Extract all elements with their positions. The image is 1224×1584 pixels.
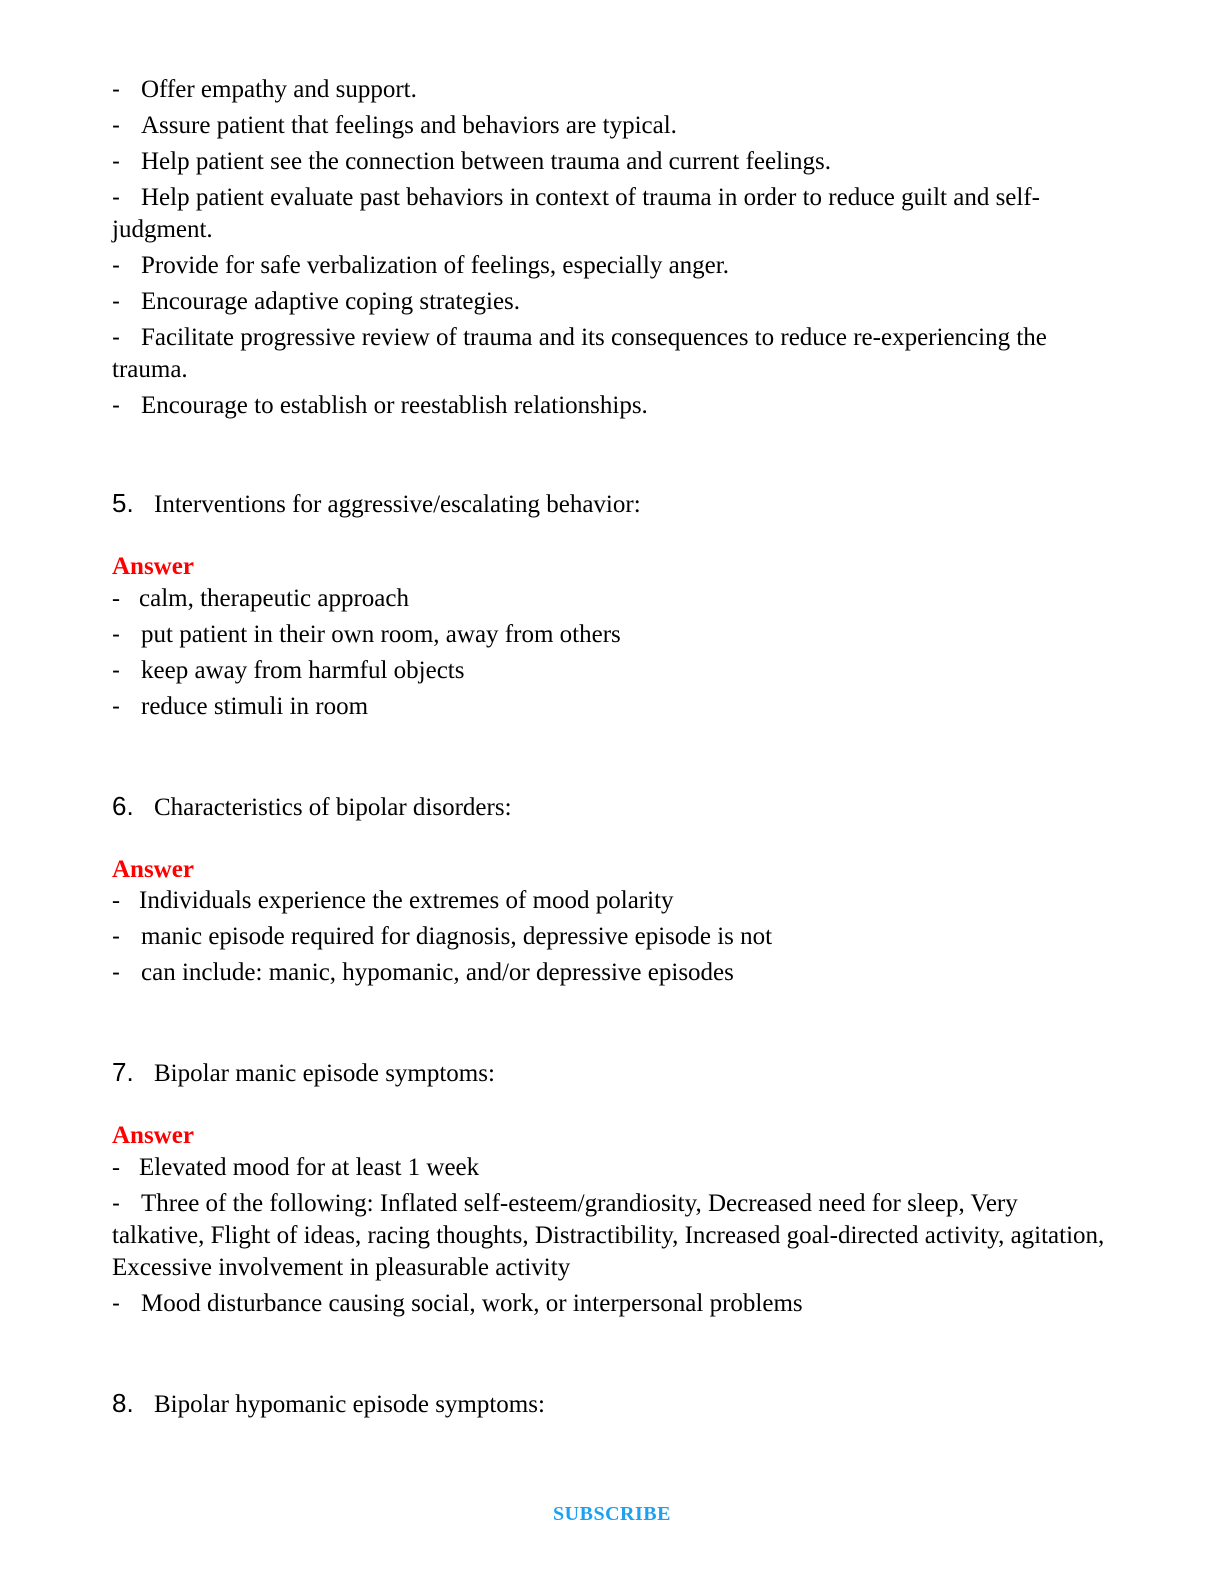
list-item: - can include: manic, hypomanic, and/or depressive episodes xyxy=(112,957,1112,989)
dash: - xyxy=(112,657,120,684)
question-text: Characteristics of bipolar disorders: xyxy=(154,794,512,821)
question-6 xyxy=(112,790,512,824)
dash: - xyxy=(112,693,120,720)
question-7 xyxy=(112,1056,495,1090)
question-number: 8. xyxy=(112,1388,134,1418)
list-item: - Offer empathy and support. xyxy=(112,74,1112,106)
list-item: - Three of the following: Inflated self-esteem/grandiosity, Decreased need for sleep, Very talkative, Flight of ideas, racing thoughts, Distractibility, Increased goal-directed activity, agitation, Excessive involvement in pleasurable activity xyxy=(112,1190,1105,1281)
dash: - xyxy=(112,252,120,279)
list-item: - keep away from harmful objects xyxy=(112,655,1112,687)
list-item: - manic episode required for diagnosis, depressive episode is not xyxy=(112,921,1112,953)
dash: - xyxy=(112,76,120,103)
list-item: - Help patient see the connection between trauma and current feelings. xyxy=(112,146,1112,178)
list-item: - Provide for safe verbalization of feelings, especially anger. xyxy=(112,250,1112,282)
question-number: 5. xyxy=(112,488,134,518)
dash: - xyxy=(112,923,120,950)
question-text: Bipolar hypomanic episode symptoms: xyxy=(154,1391,545,1418)
answer-label: Answer xyxy=(112,553,194,580)
dash: - xyxy=(112,112,120,139)
dash: - xyxy=(112,1190,120,1217)
dash: - xyxy=(112,392,120,419)
dash: - xyxy=(112,621,120,648)
question-text: Interventions for aggressive/escalating behavior: xyxy=(154,491,641,518)
list-item: - Elevated mood for at least 1 week xyxy=(112,1152,1112,1184)
dash: - xyxy=(112,888,120,914)
list-item: - Individuals experience the extremes of mood polarity xyxy=(112,885,1112,917)
list-item: - Encourage to establish or reestablish relationships. xyxy=(112,390,1112,422)
question-text: Bipolar manic episode symptoms: xyxy=(154,1060,495,1087)
dash: - xyxy=(112,586,120,612)
list-item: - reduce stimuli in room xyxy=(112,691,1112,723)
list-item: - Facilitate progressive review of trauma and its consequences to reduce re-experiencing the trauma. xyxy=(112,324,1047,383)
intro-bullet-list xyxy=(112,74,1112,422)
list-item: - put patient in their own room, away from others xyxy=(112,619,1112,651)
list-item: - Assure patient that feelings and behaviors are typical. xyxy=(112,110,1112,142)
dash: - xyxy=(112,1155,120,1181)
list-item: - Mood disturbance causing social, work, or interpersonal problems xyxy=(112,1288,1112,1320)
answer-label: Answer xyxy=(112,1122,194,1149)
answer-list-6 xyxy=(112,885,1112,989)
list-item: - Encourage adaptive coping strategies. xyxy=(112,286,1112,318)
question-number: 7. xyxy=(112,1057,134,1087)
question-8 xyxy=(112,1387,545,1421)
list-item: - calm, therapeutic approach xyxy=(112,583,1112,615)
dash: - xyxy=(112,1290,120,1317)
dash: - xyxy=(112,184,120,211)
subscribe-link[interactable]: SUBSCRIBE xyxy=(553,1503,671,1525)
answer-label: Answer xyxy=(112,856,194,883)
list-item: - Help patient evaluate past behaviors in context of trauma in order to reduce guilt and self-judgment. xyxy=(112,184,1040,243)
answer-list-7 xyxy=(112,1152,1112,1320)
question-number: 6. xyxy=(112,791,134,821)
question-5 xyxy=(112,487,641,521)
answer-list-5 xyxy=(112,583,1112,723)
dash: - xyxy=(112,148,120,175)
dash: - xyxy=(112,288,120,315)
dash: - xyxy=(112,324,120,351)
dash: - xyxy=(112,959,120,986)
